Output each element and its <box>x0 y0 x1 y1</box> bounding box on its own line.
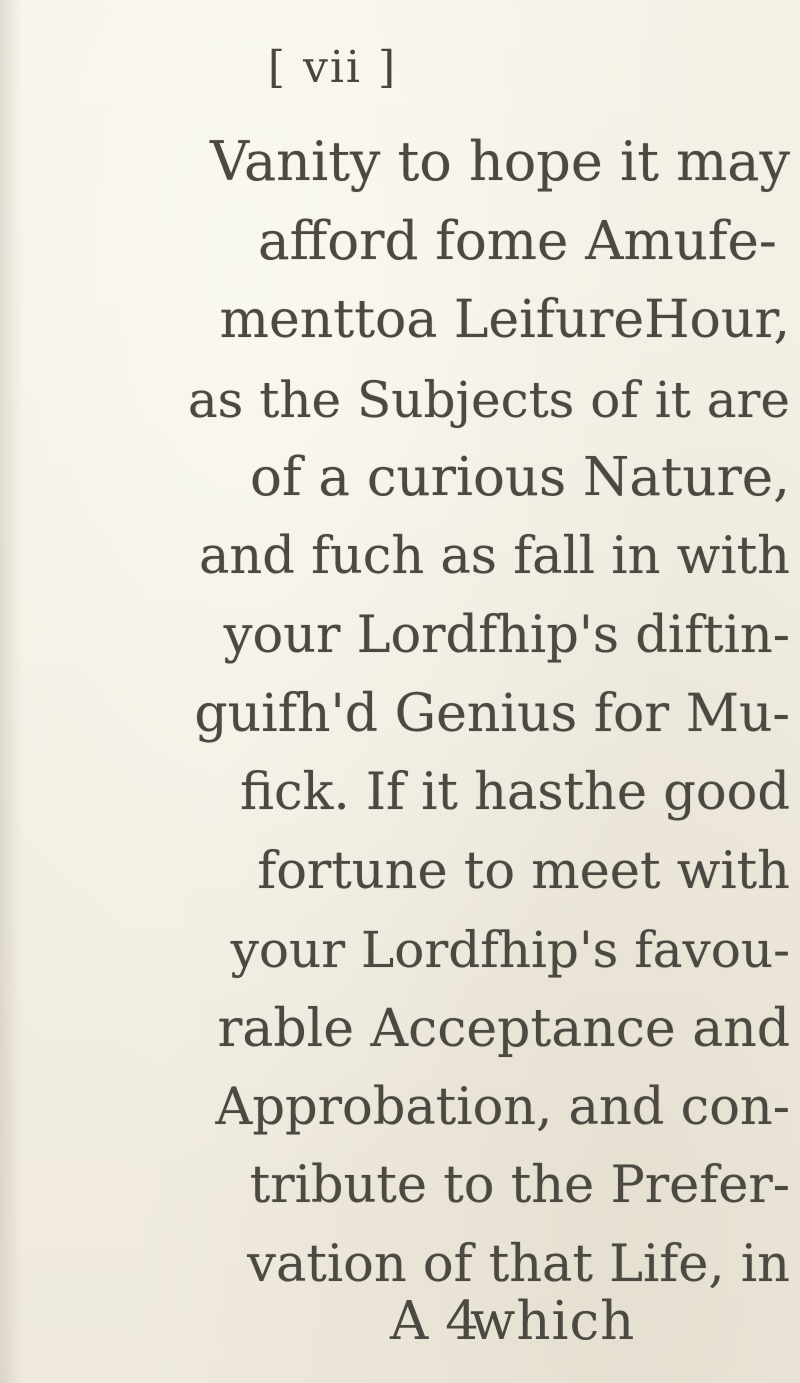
text-line-8: guifh'd Genius for Mu- <box>194 684 790 744</box>
page-number: [ vii ] <box>267 42 398 93</box>
text-line-1: Vanity to hope it may <box>209 130 790 193</box>
text-line-10: fortune to meet with <box>257 842 790 901</box>
text-line-2: afford fome Amufe- <box>258 211 777 272</box>
page-number-header <box>0 42 800 93</box>
text-line-4: as the Subjects of it are <box>187 371 790 429</box>
text-line-13: Approbation, and con- <box>215 1078 790 1137</box>
text-line-7: your Lordfhip's diftin- <box>223 606 790 665</box>
text-line-9: fick. If it hasthe good <box>239 763 790 822</box>
text-line-12: rable Acceptance and <box>217 999 790 1059</box>
text-line-11: your Lordfhip's favou- <box>230 921 790 979</box>
signature-mark: A 4 <box>390 1291 479 1352</box>
text-line-15: vation of that Life, in <box>247 1235 790 1294</box>
text-line-6: and fuch as fall in with <box>198 527 790 586</box>
text-line-3: menttoa LeifureHour, <box>219 290 790 350</box>
text-line-14: tribute to the Prefer- <box>249 1156 790 1215</box>
text-line-5: of a curious Nature, <box>250 447 790 508</box>
catchword: which <box>470 1291 636 1352</box>
